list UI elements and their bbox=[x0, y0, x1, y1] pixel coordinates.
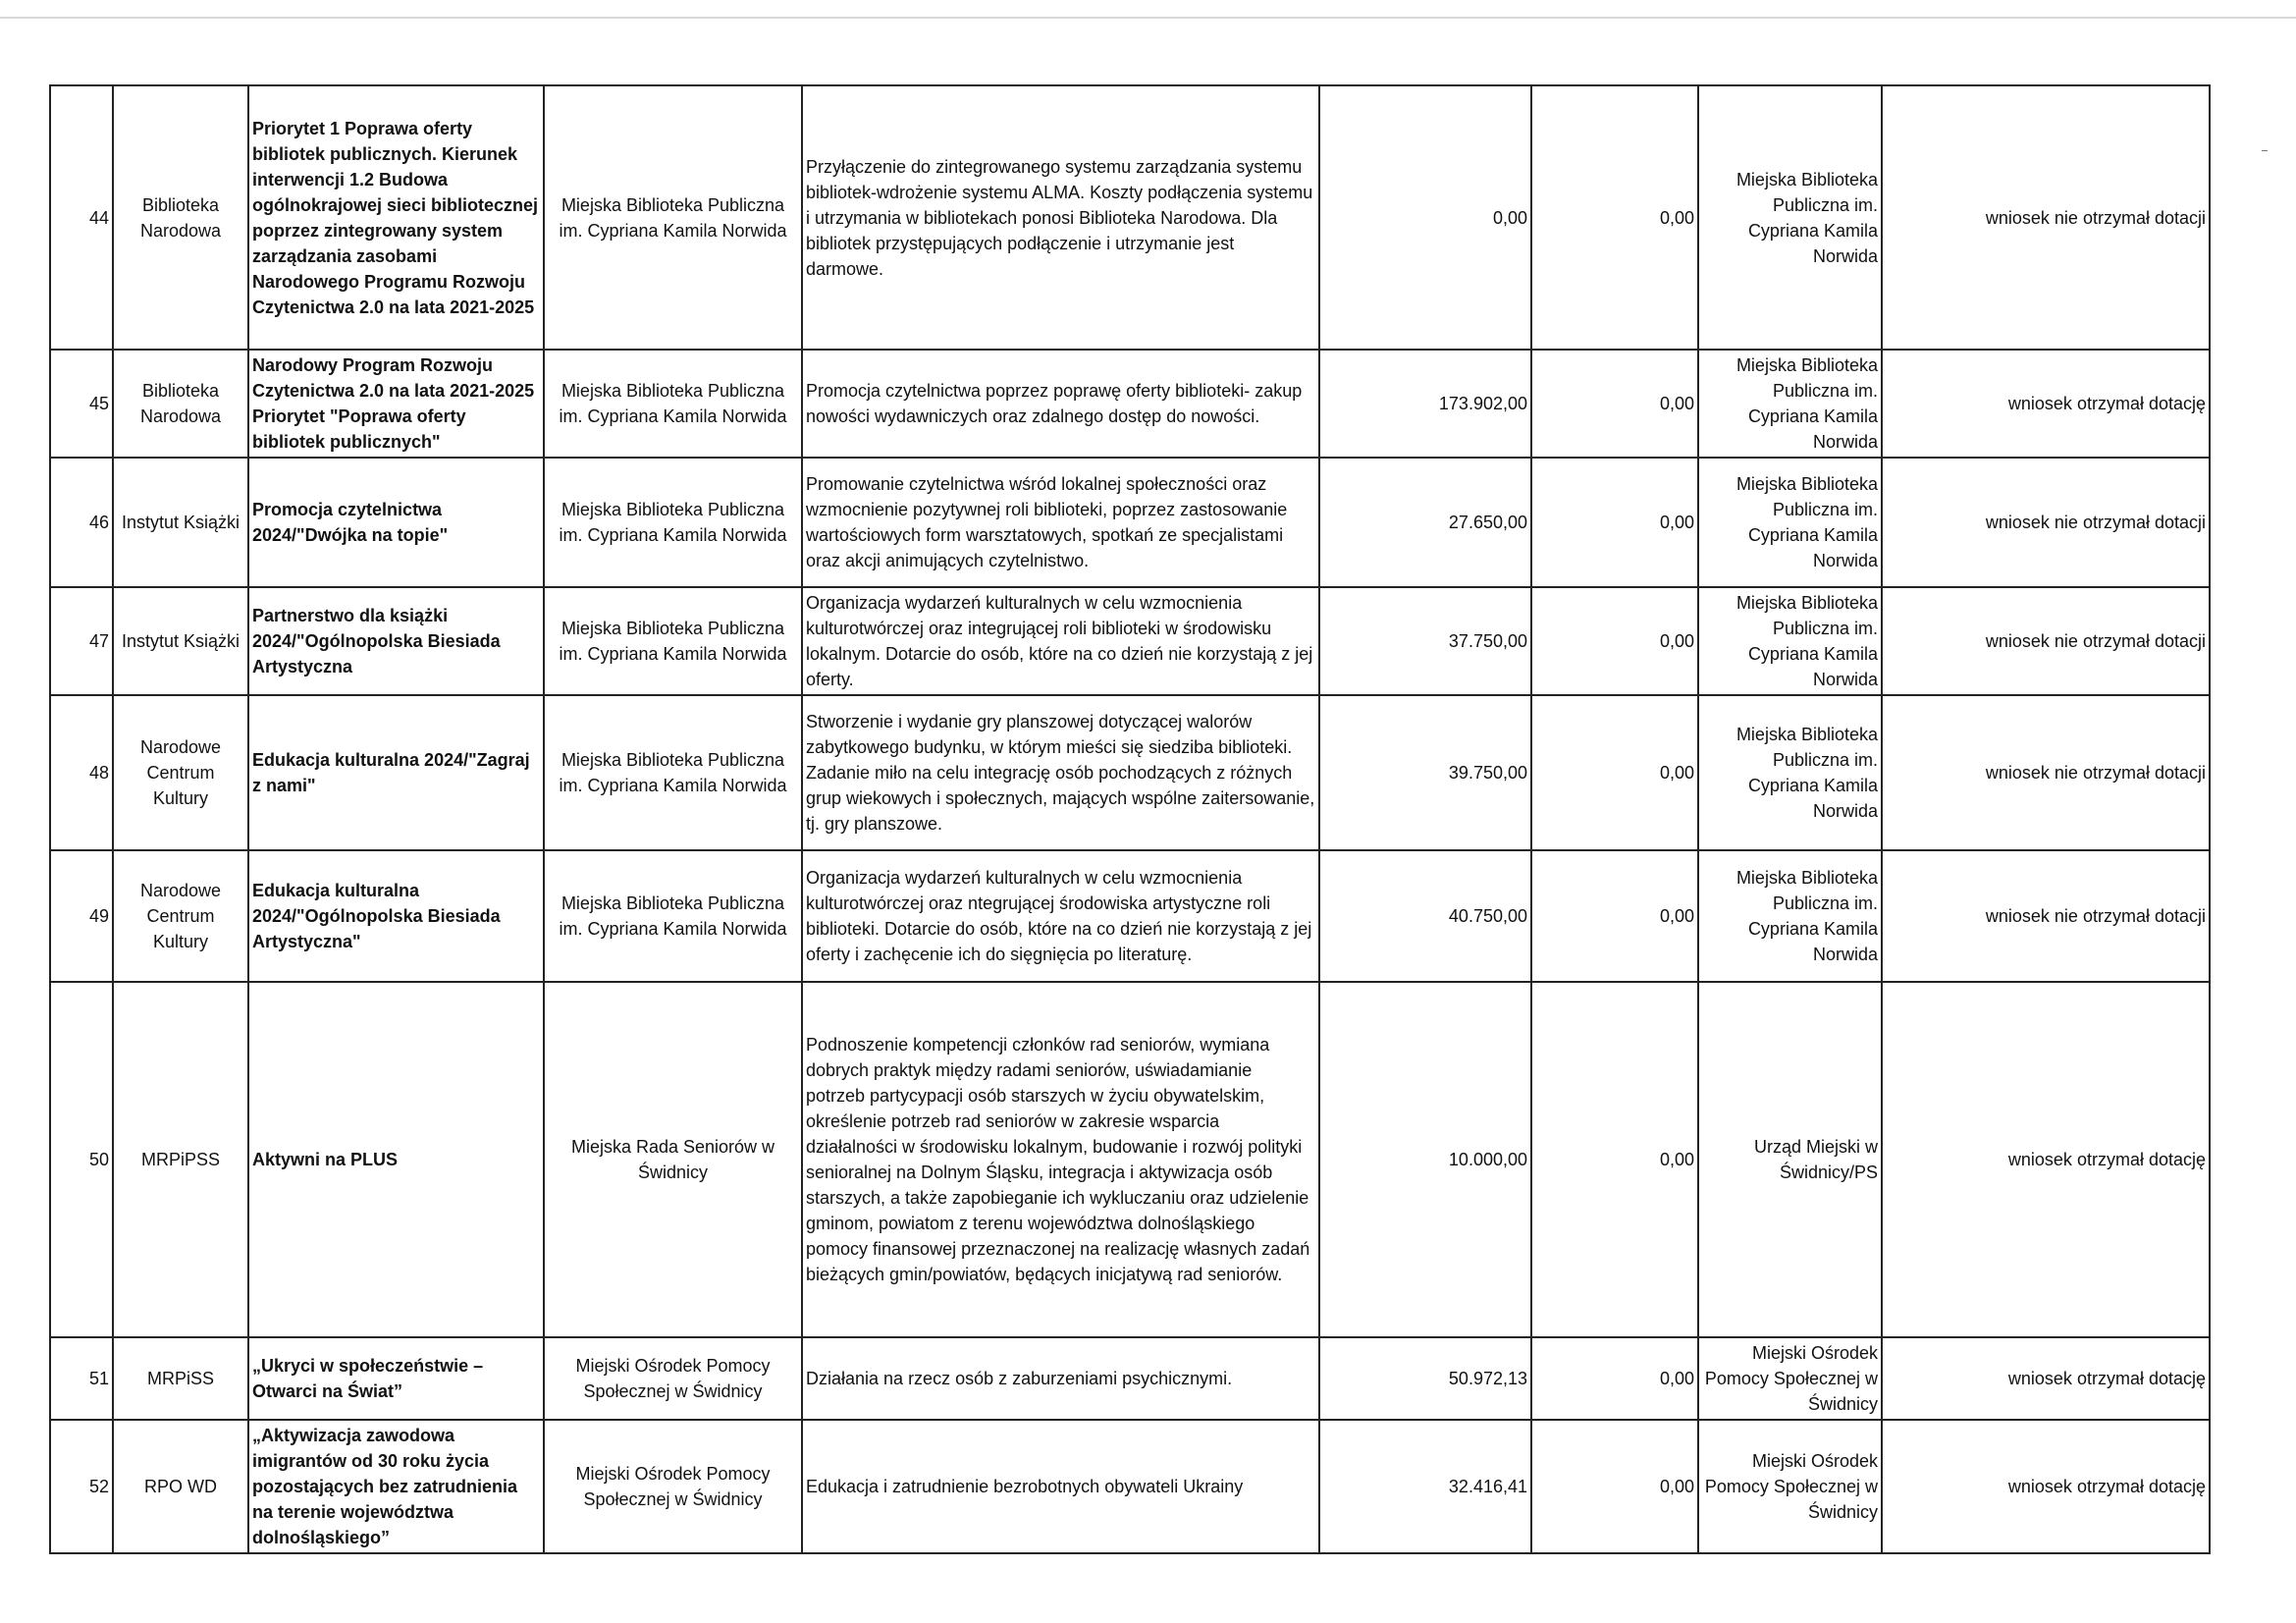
task-description: Podnoszenie kompetencji członków rad seniorów, wymiana dobrych praktyk między radami seniorów, uświadamianie potrzeb partycypacji osób starszych w życiu obywatelskim, określenie potrzeb rad seniorów w zakresie wsparcia działalności w środowisku lokalnym, budowanie i rozwój polityki senioralnej na Dolnym Śląsku, integracja i aktywizacja osób starszych, a także zapobieganie ich wykluczaniu oraz udzielenie gminom, powiatom z terenu województwa dolnośląskiego pomocy finansowej przeznaczonej na realizację własnych zadań bieżących gmin/powiatów, będących inicjatywą rad seniorów. bbox=[802, 982, 1319, 1337]
amount-requested: 37.750,00 bbox=[1319, 587, 1531, 695]
responsible-unit: Miejski Ośrodek Pomocy Społecznej w Świdnicy bbox=[1698, 1337, 1882, 1420]
responsible-unit: Urząd Miejski w Świdnicy/PS bbox=[1698, 982, 1882, 1337]
program-title: „Aktywizacja zawodowa imigrantów od 30 roku życia pozostających bez zatrudnienia na terenie województwa dolnośląskiego” bbox=[248, 1420, 544, 1553]
table-row bbox=[50, 850, 2210, 982]
own-contribution: 0,00 bbox=[1531, 695, 1698, 850]
row-number: 48 bbox=[50, 695, 113, 850]
responsible-unit: Miejska Biblioteka Publiczna im. Cypriana Kamila Norwida bbox=[1698, 350, 1882, 458]
program-title: Promocja czytelnictwa 2024/"Dwójka na topie" bbox=[248, 458, 544, 587]
grant-status: wniosek nie otrzymał dotacji bbox=[1882, 850, 2210, 982]
table-row bbox=[50, 350, 2210, 458]
row-number: 45 bbox=[50, 350, 113, 458]
row-number: 49 bbox=[50, 850, 113, 982]
own-contribution: 0,00 bbox=[1531, 85, 1698, 350]
funding-source: MRPiPSS bbox=[113, 982, 248, 1337]
grant-status: wniosek nie otrzymał dotacji bbox=[1882, 458, 2210, 587]
grant-status: wniosek otrzymał dotację bbox=[1882, 1420, 2210, 1553]
amount-requested: 50.972,13 bbox=[1319, 1337, 1531, 1420]
own-contribution: 0,00 bbox=[1531, 850, 1698, 982]
table-row bbox=[50, 587, 2210, 695]
applicant: Miejska Biblioteka Publiczna im. Cypriana Kamila Norwida bbox=[544, 850, 802, 982]
task-description: Organizacja wydarzeń kulturalnych w celu wzmocnienia kulturotwórczej oraz integrującej roli biblioteki w środowisku lokalnym. Dotarcie do osób, które na co dzień nie korzystają z jej oferty. bbox=[802, 587, 1319, 695]
page-top-rule bbox=[0, 17, 2296, 19]
table-row bbox=[50, 458, 2210, 587]
applicant: Miejska Biblioteka Publiczna im. Cypriana Kamila Norwida bbox=[544, 350, 802, 458]
grant-status: wniosek nie otrzymał dotacji bbox=[1882, 85, 2210, 350]
funding-source: Biblioteka Narodowa bbox=[113, 85, 248, 350]
program-title: „Ukryci w społeczeństwie – Otwarci na Świat” bbox=[248, 1337, 544, 1420]
responsible-unit: Miejska Biblioteka Publiczna im. Cypriana Kamila Norwida bbox=[1698, 850, 1882, 982]
funding-source: RPO WD bbox=[113, 1420, 248, 1553]
task-description: Edukacja i zatrudnienie bezrobotnych obywateli Ukrainy bbox=[802, 1420, 1319, 1553]
grant-status: wniosek otrzymał dotację bbox=[1882, 1337, 2210, 1420]
grant-status: wniosek nie otrzymał dotacji bbox=[1882, 695, 2210, 850]
table-row bbox=[50, 85, 2210, 350]
table-row bbox=[50, 695, 2210, 850]
task-description: Organizacja wydarzeń kulturalnych w celu wzmocnienia kulturotwórczej oraz ntegrującej środowiska artystyczne roli biblioteki. Dotarcie do osób, które na co dzień nie korzystają z jej oferty i zachęcenie ich do sięgnięcia po literaturę. bbox=[802, 850, 1319, 982]
table-row bbox=[50, 1337, 2210, 1420]
responsible-unit: Miejska Biblioteka Publiczna im. Cypriana Kamila Norwida bbox=[1698, 695, 1882, 850]
applicant: Miejski Ośrodek Pomocy Społecznej w Świdnicy bbox=[544, 1337, 802, 1420]
amount-requested: 27.650,00 bbox=[1319, 458, 1531, 587]
task-description: Promocja czytelnictwa poprzez poprawę oferty biblioteki- zakup nowości wydawniczych oraz zdalnego dostęp do nowości. bbox=[802, 350, 1319, 458]
funding-source: Instytut Książki bbox=[113, 587, 248, 695]
applicant: Miejska Biblioteka Publiczna im. Cypriana Kamila Norwida bbox=[544, 458, 802, 587]
task-description: Promowanie czytelnictwa wśród lokalnej społeczności oraz wzmocnienie pozytywnej roli biblioteki, poprzez zastosowanie wartościowych form warsztatowych, spotkań ze specjalistami oraz akcji animujących czytelnistwo. bbox=[802, 458, 1319, 587]
row-number: 50 bbox=[50, 982, 113, 1337]
amount-requested: 173.902,00 bbox=[1319, 350, 1531, 458]
responsible-unit: Miejska Biblioteka Publiczna im. Cypriana Kamila Norwida bbox=[1698, 587, 1882, 695]
grant-status: wniosek otrzymał dotację bbox=[1882, 982, 2210, 1337]
amount-requested: 39.750,00 bbox=[1319, 695, 1531, 850]
funding-source: Narodowe Centrum Kultury bbox=[113, 695, 248, 850]
task-description: Przyłączenie do zintegrowanego systemu zarządzania systemu bibliotek-wdrożenie systemu ALMA. Koszty podłączenia systemu i utrzymania w bibliotekach ponosi Biblioteka Narodowa. Dla bibliotek przystępujących podłączenie i utrzymanie jest darmowe. bbox=[802, 85, 1319, 350]
responsible-unit: Miejski Ośrodek Pomocy Społecznej w Świdnicy bbox=[1698, 1420, 1882, 1553]
amount-requested: 10.000,00 bbox=[1319, 982, 1531, 1337]
grant-status: wniosek otrzymał dotację bbox=[1882, 350, 2210, 458]
responsible-unit: Miejska Biblioteka Publiczna im. Cypriana Kamila Norwida bbox=[1698, 85, 1882, 350]
applicant: Miejska Rada Seniorów w Świdnicy bbox=[544, 982, 802, 1337]
own-contribution: 0,00 bbox=[1531, 982, 1698, 1337]
applicant: Miejski Ośrodek Pomocy Społecznej w Świdnicy bbox=[544, 1420, 802, 1553]
own-contribution: 0,00 bbox=[1531, 587, 1698, 695]
program-title: Aktywni na PLUS bbox=[248, 982, 544, 1337]
row-number: 44 bbox=[50, 85, 113, 350]
row-number: 52 bbox=[50, 1420, 113, 1553]
funding-source: Narodowe Centrum Kultury bbox=[113, 850, 248, 982]
grants-table bbox=[49, 84, 2211, 1554]
task-description: Stworzenie i wydanie gry planszowej dotyczącej walorów zabytkowego budynku, w którym mieści się siedziba biblioteki. Zadanie miło na celu integrację osób pochodzących z różnych grup wiekowych i społecznych, mających wspólne zaitersowanie, tj. gry planszowe. bbox=[802, 695, 1319, 850]
funding-source: MRPiSS bbox=[113, 1337, 248, 1420]
applicant: Miejska Biblioteka Publiczna im. Cypriana Kamila Norwida bbox=[544, 695, 802, 850]
own-contribution: 0,00 bbox=[1531, 1337, 1698, 1420]
scan-edge-mark bbox=[2262, 150, 2268, 151]
applicant: Miejska Biblioteka Publiczna im. Cypriana Kamila Norwida bbox=[544, 85, 802, 350]
amount-requested: 32.416,41 bbox=[1319, 1420, 1531, 1553]
grant-status: wniosek nie otrzymał dotacji bbox=[1882, 587, 2210, 695]
program-title: Edukacja kulturalna 2024/"Zagraj z nami" bbox=[248, 695, 544, 850]
responsible-unit: Miejska Biblioteka Publiczna im. Cypriana Kamila Norwida bbox=[1698, 458, 1882, 587]
row-number: 51 bbox=[50, 1337, 113, 1420]
program-title: Narodowy Program Rozwoju Czytenictwa 2.0 na lata 2021-2025 Priorytet "Poprawa oferty bibliotek publicznych" bbox=[248, 350, 544, 458]
own-contribution: 0,00 bbox=[1531, 1420, 1698, 1553]
program-title: Partnerstwo dla książki 2024/"Ogólnopolska Biesiada Artystyczna bbox=[248, 587, 544, 695]
task-description: Działania na rzecz osób z zaburzeniami psychicznymi. bbox=[802, 1337, 1319, 1420]
applicant: Miejska Biblioteka Publiczna im. Cypriana Kamila Norwida bbox=[544, 587, 802, 695]
funding-source: Instytut Książki bbox=[113, 458, 248, 587]
table-row bbox=[50, 982, 2210, 1337]
program-title: Edukacja kulturalna 2024/"Ogólnopolska Biesiada Artystyczna" bbox=[248, 850, 544, 982]
own-contribution: 0,00 bbox=[1531, 458, 1698, 587]
amount-requested: 0,00 bbox=[1319, 85, 1531, 350]
funding-source: Biblioteka Narodowa bbox=[113, 350, 248, 458]
program-title: Priorytet 1 Poprawa oferty bibliotek publicznych. Kierunek interwencji 1.2 Budowa ogólnokrajowej sieci bibliotecznej poprzez zintegrowany system zarządzania zasobami Narodowego Programu Rozwoju Czytenictwa 2.0 na lata 2021-2025 bbox=[248, 85, 544, 350]
own-contribution: 0,00 bbox=[1531, 350, 1698, 458]
amount-requested: 40.750,00 bbox=[1319, 850, 1531, 982]
row-number: 47 bbox=[50, 587, 113, 695]
row-number: 46 bbox=[50, 458, 113, 587]
table-row bbox=[50, 1420, 2210, 1553]
